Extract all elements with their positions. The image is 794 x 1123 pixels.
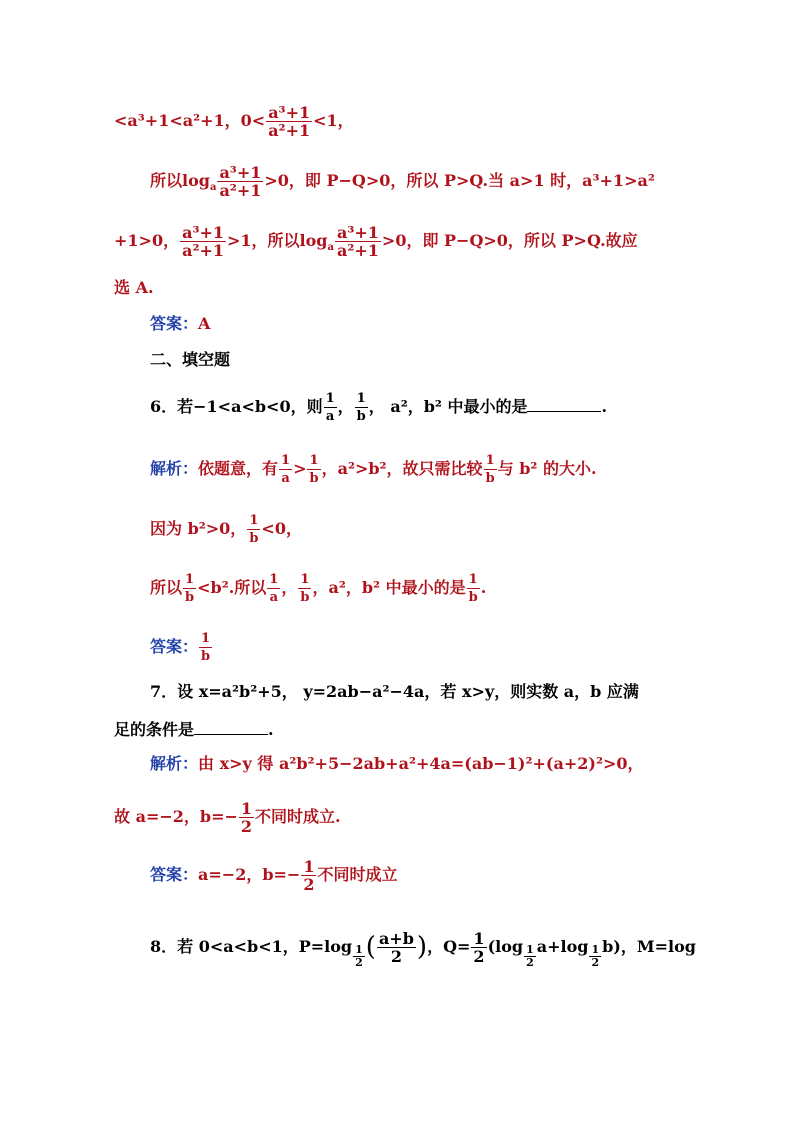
right-paren: ) (416, 932, 428, 962)
left-paren: ( (365, 932, 376, 962)
text: . (480, 578, 487, 597)
text: ，a²>b²，故只需比较 (321, 459, 483, 478)
text: > (293, 459, 307, 478)
log-base-fraction: $\frac{1}{2}$ (591, 943, 600, 969)
q7-question-2 (114, 718, 274, 740)
q6-question (150, 390, 607, 425)
q8-question (150, 930, 696, 969)
solution-line-4: 选 A. (114, 278, 154, 297)
fraction: $\frac{1}{b}$ (249, 513, 259, 546)
analysis-label: 解析： (150, 459, 199, 478)
text: a+log (536, 937, 589, 956)
text: (log (487, 937, 524, 956)
answer-label: 答案： (150, 865, 199, 884)
text: +1>0， (114, 231, 180, 250)
fraction: $\frac{1}{2}$ (303, 857, 315, 894)
text: 足的条件是 (114, 720, 195, 739)
answer-value: A (198, 314, 211, 333)
text: 不同时成立. (255, 807, 341, 826)
answer-blank (194, 718, 268, 735)
text: b)，M=log (602, 937, 696, 956)
q6-analysis-2 (150, 512, 302, 547)
section-title: 二、填空题 (150, 350, 231, 369)
answer-fraction: $\frac{1}{b}$ (201, 631, 211, 664)
fraction: $\frac{1}{2}$ (240, 799, 253, 836)
answer-line (150, 314, 210, 334)
text: ， a²，b² 中最小的是 (368, 397, 528, 416)
text: 所以log (150, 171, 210, 190)
fraction: $\frac{1}{b}$ (485, 453, 495, 486)
text: . (268, 720, 274, 739)
fraction: $\frac{\text{a³+1}}{\text{a²+1}}$ (219, 163, 262, 200)
log-base: a (327, 242, 334, 254)
text: 故 a=−2，b=− (114, 807, 238, 826)
text: . (601, 397, 608, 416)
text: <0， (261, 519, 302, 538)
fraction: $\frac{1}{2}$ (473, 929, 485, 966)
log-base-fraction: $\frac{1}{2}$ (526, 943, 534, 969)
analysis-label: 解析： (150, 754, 199, 773)
solution-line-1 (114, 104, 354, 139)
q7-answer (150, 858, 398, 893)
solution-line-2 (150, 164, 655, 199)
fraction: $\frac{1}{b}$ (300, 572, 310, 605)
q6-analysis-1 (150, 452, 597, 487)
solution-line-3 (114, 224, 638, 259)
text: 所以 (150, 578, 183, 597)
text: <b².所以 (197, 578, 267, 597)
text: 8．若 0<a<b<1，P=log (150, 937, 353, 956)
text: 由 x>y 得 a²b²+5−2ab+a²+4a=(ab−1)²+(a+2)²>0， (198, 754, 644, 773)
text: <1， (313, 111, 354, 130)
fraction: $\frac{1}{a}$ (325, 391, 335, 424)
fraction: $\frac{1}{a}$ (269, 572, 279, 605)
text: 因为 b²>0， (150, 519, 247, 538)
text: >1，所以log (227, 231, 328, 250)
q7-analysis-2 (114, 800, 341, 835)
q7-analysis-1 (150, 754, 644, 774)
answer-label: 答案： (150, 637, 199, 656)
fraction: $\frac{1}{b}$ (185, 572, 195, 605)
answer-label: 答案： (150, 314, 199, 333)
answer-blank (527, 395, 601, 412)
text: >0，即 P−Q>0，所以 P>Q.当 a>1 时，a³+1>a² (264, 171, 655, 190)
q7-question-1: 7．设 x=a²b²+5， y=2ab−a²−4a，若 x>y，则实数 a，b 应满 (150, 682, 639, 701)
text: ，a²，b² 中最小的是 (312, 578, 466, 597)
q6-analysis-3 (150, 571, 486, 606)
text: 与 b² 的大小. (497, 459, 597, 478)
fraction: $\frac{a+b}{2}$ (378, 929, 414, 966)
text: 依题意，有 (198, 459, 279, 478)
text: <a³+1<a²+1，0< (114, 111, 266, 130)
fraction: $\frac{1}{b}$ (356, 391, 366, 424)
fraction: $\frac{\text{a³+1}}{\text{a²+1}}$ (182, 223, 225, 260)
fraction: $\frac{\text{a³+1}}{\text{a²+1}}$ (268, 103, 311, 140)
text: ， (337, 397, 354, 416)
q6-answer (150, 630, 213, 665)
text: ， (281, 578, 298, 597)
text: ，Q= (427, 937, 471, 956)
fraction: $\frac{1}{b}$ (468, 572, 478, 605)
answer-value: a=−2，b=− $\frac{1}{2}$ 不同时成立 (198, 857, 398, 894)
log-base: a (209, 182, 217, 194)
fraction: $\frac{1}{a}$ (281, 453, 291, 486)
log-base-fraction: $\frac{1}{2}$ (355, 943, 363, 969)
text: 6．若−1<a<b<0，则 (150, 397, 323, 416)
fraction: $\frac{1}{b}$ (309, 453, 319, 486)
fraction: $\frac{\text{a³+1}}{\text{a²+1}}$ (336, 223, 379, 260)
text: >0，即 P−Q>0，所以 P>Q.故应 (381, 231, 638, 250)
